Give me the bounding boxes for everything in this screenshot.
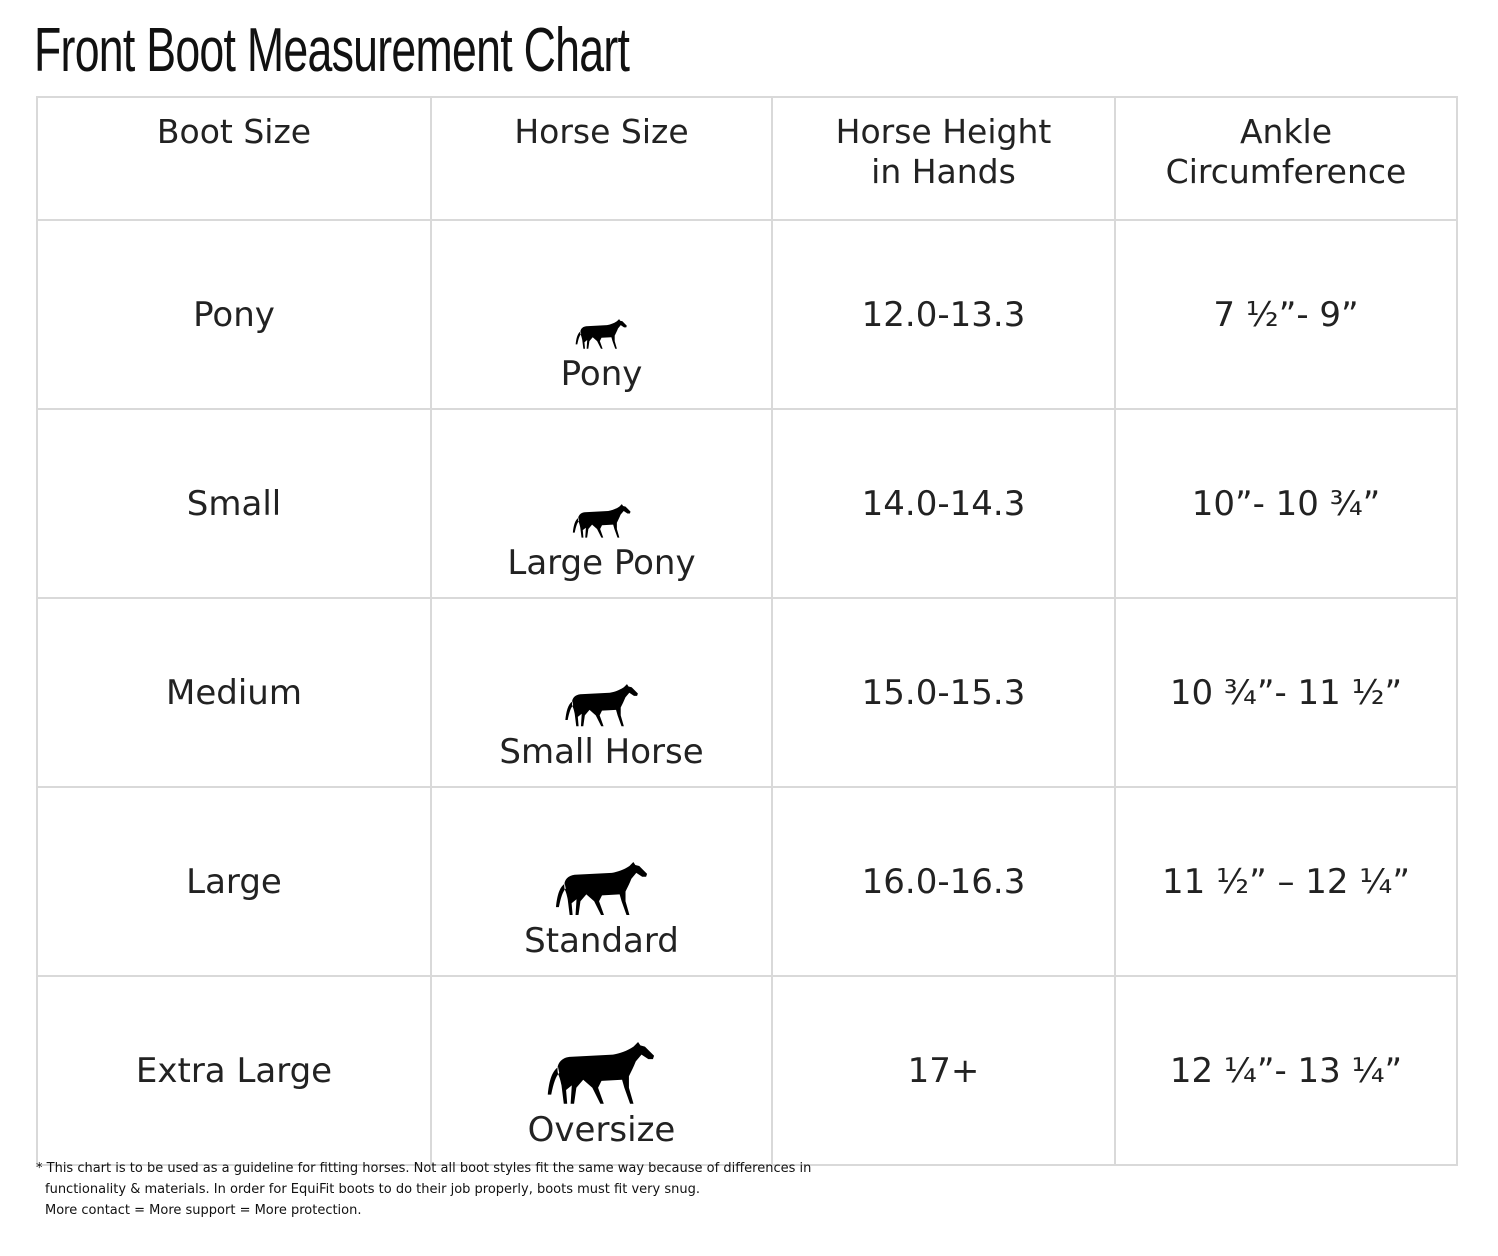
height-cell <box>772 409 1115 598</box>
horse-silhouette-icon <box>574 319 629 350</box>
measurement-table <box>36 96 1458 1166</box>
horse-size-cell <box>431 976 772 1165</box>
ankle-value: 10 ¾”- 11 ½” <box>1169 672 1403 713</box>
header-ankle-circumference: Ankle Circumference <box>1115 97 1457 220</box>
horse-size-cell <box>431 787 772 976</box>
height-value: 15.0-15.3 <box>861 672 1026 713</box>
height-cell <box>772 976 1115 1165</box>
ankle-value: 7 ½”- 9” <box>1213 294 1359 335</box>
horse-silhouette-icon <box>544 1042 659 1106</box>
height-cell <box>772 220 1115 409</box>
ankle-cell <box>1115 598 1457 787</box>
boot-size-cell <box>37 598 431 787</box>
boot-size-value: Small <box>186 483 282 524</box>
boot-size-value: Pony <box>193 294 275 335</box>
horse-size-label: Pony <box>560 354 643 394</box>
page-title: Front Boot Measurement Chart <box>34 16 630 85</box>
boot-size-cell <box>37 409 431 598</box>
footnote-line: functionality & materials. In order for EquiFit boots to do their job properly, boots must fit very snug. <box>45 1182 700 1197</box>
height-value: 14.0-14.3 <box>861 483 1026 524</box>
table-row <box>37 598 1457 787</box>
horse-size-cell <box>431 220 772 409</box>
header-horse-size: Horse Size <box>431 97 772 220</box>
header-boot-size: Boot Size <box>37 97 431 220</box>
boot-size-value: Medium <box>166 672 302 713</box>
footnote-line: More contact = More support = More protection. <box>45 1203 362 1218</box>
height-value: 12.0-13.3 <box>861 294 1026 335</box>
height-value: 16.0-16.3 <box>861 861 1026 902</box>
boot-size-value: Extra Large <box>135 1050 333 1091</box>
ankle-value: 12 ¼”- 13 ¼” <box>1169 1050 1403 1091</box>
ankle-value: 11 ½” – 12 ¼” <box>1162 861 1410 902</box>
ankle-value: 10”- 10 ¾” <box>1191 483 1381 524</box>
height-cell <box>772 598 1115 787</box>
horse-size-label: Large Pony <box>507 543 696 583</box>
header-row <box>37 97 1457 220</box>
ankle-cell <box>1115 976 1457 1165</box>
horse-size-label: Standard <box>524 921 679 961</box>
horse-size-cell <box>431 409 772 598</box>
boot-size-cell <box>37 787 431 976</box>
horse-size-cell <box>431 598 772 787</box>
height-value: 17+ <box>907 1050 980 1091</box>
footnote-line: * This chart is to be used as a guideline for fitting horses. Not all boot styles fit the same way because of differences in <box>36 1161 812 1176</box>
horse-silhouette-icon <box>553 862 651 917</box>
boot-size-cell <box>37 976 431 1165</box>
table-row <box>37 787 1457 976</box>
horse-silhouette-icon <box>563 684 641 728</box>
header-horse-height: Horse Height in Hands <box>772 97 1115 220</box>
ankle-cell <box>1115 787 1457 976</box>
table-row <box>37 409 1457 598</box>
horse-size-label: Small Horse <box>499 732 704 772</box>
table-row <box>37 220 1457 409</box>
ankle-cell <box>1115 409 1457 598</box>
height-cell <box>772 787 1115 976</box>
horse-size-label: Oversize <box>527 1110 676 1150</box>
ankle-cell <box>1115 220 1457 409</box>
boot-size-cell <box>37 220 431 409</box>
boot-size-value: Large <box>186 861 282 902</box>
horse-silhouette-icon <box>571 504 633 539</box>
footnote <box>36 1158 811 1221</box>
table-row <box>37 976 1457 1165</box>
